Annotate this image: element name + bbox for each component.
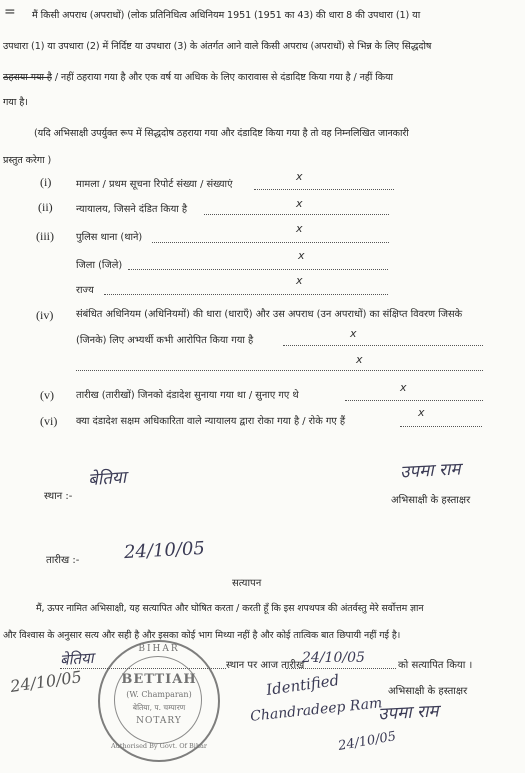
item-iv-line-2: (जिनके) लिए अभ्यर्थी कभी आरोपित किया गया है (76, 335, 254, 346)
conditional-line-1: (यदि अभिसाक्षी उपर्युक्त रूप में सिद्धदोष ठहराया गया और दंडादिष्ट किया गया है तो वह निम्नलिखित जानकारी (34, 128, 409, 139)
deponent-signature-1: उपमा राम (399, 459, 462, 483)
item-v-label: तारीख (तारीखों) जिनको दंडादेश सुनाया गया था / सुनाए गए थे (76, 390, 299, 401)
intro-line-4: गया है। (3, 97, 28, 108)
item-iii-dotted-line (152, 242, 389, 243)
verification-title: सत्यापन (232, 578, 262, 589)
item-vi-dotted-line (400, 426, 482, 427)
item-v-dotted-line (345, 400, 483, 401)
verification-date-handwritten: 24/10/05 (302, 650, 365, 666)
district-mark: x (298, 249, 305, 262)
verification-mid-text: स्थान पर आज तारीख (226, 660, 305, 671)
state-mark: x (296, 274, 303, 287)
item-iii-mark: x (296, 222, 303, 235)
stamp-top-text: BIHAR (138, 644, 180, 654)
intro-line-3-rest: / नहीं ठहराया गया है और एक वर्ष या अधिक के लिए कारावास से दंडादिष्ट किया गया है / नहीं किया (54, 72, 393, 83)
verification-line-2: और विश्वास के अनुसार सत्य और सही है और इसका कोई भाग मिथ्या नहीं है और कोई तात्विक बात छिपायी नहीं गई है। (3, 630, 401, 641)
conditional-line-2: प्रस्तुत करेगा ) (3, 155, 52, 166)
identifier-handwritten: Chandradeep Ram (249, 695, 384, 725)
item-iv-dotted-line-1 (283, 345, 483, 346)
item-i-mark: x (296, 170, 303, 183)
verification-date-dotted-line (286, 668, 396, 669)
item-i-dotted-line (254, 189, 394, 190)
item-iii-label: पुलिस थाना (थाने) (76, 232, 143, 243)
date-label: तारीख :- (46, 555, 80, 566)
item-vi-number: (vi) (40, 414, 58, 428)
date-handwritten: 24/10/05 (123, 537, 206, 564)
item-iv-number: (iv) (36, 308, 54, 322)
place-label: स्थान :- (44, 491, 73, 502)
deponent-signature-2: उपमा राम (377, 701, 440, 725)
item-vi-label: क्या दंडादेश सक्षम अधिकारिता वाले न्यायालय द्वारा रोका गया है / रोके गए हैं (76, 416, 346, 427)
struck-text: ठहराया गया है (3, 72, 52, 83)
notary-stamp (98, 640, 220, 762)
signature-date-handwritten: 24/10/05 (337, 729, 398, 754)
stamp-inner-ring (114, 656, 202, 744)
item-i-number: (i) (40, 175, 52, 189)
signature-caption-2: अभिसाक्षी के हस्ताक्षर (388, 686, 468, 697)
struck-mark: = (4, 4, 16, 20)
intro-line-3 (3, 70, 393, 83)
place-handwritten: बेतिया (87, 467, 127, 491)
signature-caption-1: अभिसाक्षी के हस्ताक्षर (391, 495, 471, 506)
verification-line-1: मैं, ऊपर नामित अभिसाक्षी, यह सत्यापित और घोषित करता / करती हूँ कि इस शपथपत्र की अंतर्वस्तु मेरे सर्वोत्तम ज्ञान (36, 603, 424, 614)
intro-line-1: मैं किसी अपराध (अपराधों) (लोक प्रतिनिधित्व अधिनियम 1951 (1951 का 43) की धारा 8 की उपधारा (1) या (32, 10, 421, 21)
item-iv-line-1: संबंधित अधिनियम (अधिनियमों) की धारा (धाराएँ) और उस अपराध (उन अपराधों) का संक्षिप्त विवरण जिसके (76, 309, 463, 320)
item-v-number: (v) (40, 388, 54, 402)
item-iii-number: (iii) (36, 229, 54, 243)
item-ii-number: (ii) (38, 200, 53, 214)
district-label: जिला (जिले) (76, 260, 123, 271)
scribble-handwritten: 24/10/05 (9, 667, 83, 696)
item-v-mark: x (400, 381, 407, 394)
intro-line-2: उपधारा (1) या उपधारा (2) में निर्दिष्ट या उपधारा (3) के अंतर्गत आने वाले किसी अपराध (अपराधों) से भिन्न के लिए सिद्धदोष (3, 41, 432, 52)
state-label: राज्य (76, 285, 94, 296)
item-iv-mark-1: x (350, 327, 357, 340)
stamp-name: BETTIAH (121, 672, 197, 687)
item-ii-dotted-line (204, 214, 389, 215)
item-iv-dotted-line-2 (76, 370, 483, 371)
stamp-hindi-text: बेतिया, प. चम्पारण (132, 703, 186, 712)
item-ii-mark: x (296, 197, 303, 210)
state-dotted-line (104, 294, 388, 295)
item-vi-mark: x (418, 406, 425, 419)
identified-handwritten: Identified (265, 670, 341, 700)
item-ii-label: न्यायालय, जिसने दंडित किया है (76, 204, 188, 215)
item-iv-mark-2: x (356, 353, 363, 366)
item-i-label: मामला / प्रथम सूचना रिपोर्ट संख्या / संख्याएं (76, 179, 233, 190)
stamp-district: (W. Champaran) (126, 690, 192, 699)
stamp-ring-text: Authorised By Govt. Of Bihar (110, 742, 208, 750)
stamp-role: NOTARY (136, 716, 182, 726)
verification-place-handwritten: बेतिया (59, 648, 95, 670)
verification-end-text: को सत्यापित किया । (398, 660, 473, 671)
district-dotted-line (128, 269, 388, 270)
